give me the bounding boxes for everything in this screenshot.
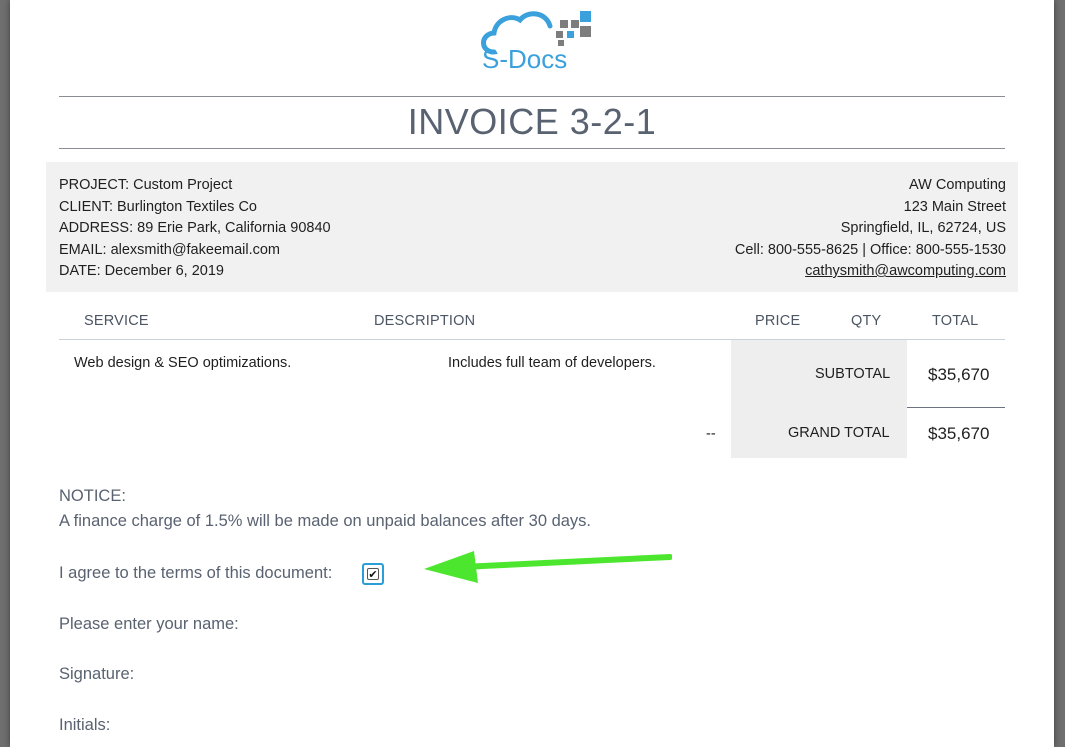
project-details [59, 175, 331, 283]
client-line: CLIENT: Burlington Textiles Co [59, 198, 257, 215]
company-city: Springfield, IL, 62724, US [840, 220, 1006, 236]
row-service: Web design & SEO optimizations. [74, 355, 292, 371]
header-service: SERVICE [84, 313, 149, 329]
title-top-rule [59, 96, 1005, 97]
company-email-link[interactable]: cathysmith@awcomputing.com [805, 263, 1006, 279]
agree-label: I agree to the terms of this document: [59, 564, 333, 582]
invoice-title: INVOICE 3-2-1 [407, 101, 657, 142]
subtotal-label: SUBTOTAL [815, 366, 891, 382]
email-line: EMAIL: alexsmith@fakeemail.com [59, 241, 281, 258]
logo-text: S-Docs [482, 44, 568, 72]
initials-label: Initials: [59, 716, 111, 734]
header-description: DESCRIPTION [374, 313, 476, 329]
header-price: PRICE [755, 313, 801, 329]
totals-divider [907, 407, 1005, 408]
signature-label: Signature: [59, 665, 135, 683]
name-label: Please enter your name: [59, 615, 239, 633]
agree-checkbox[interactable] [362, 563, 384, 585]
company-phones: Cell: 800-555-8625 | Office: 800-555-1530 [734, 241, 1006, 258]
row-description: Includes full team of developers. [448, 355, 656, 371]
subtotal-value: $35,670 [928, 365, 990, 384]
notice-heading: NOTICE: [59, 487, 126, 505]
document-page [10, 0, 1054, 747]
notice-text: A finance charge of 1.5% will be made on unpaid balances after 30 days. [59, 512, 592, 530]
date-line: DATE: December 6, 2019 [59, 263, 224, 279]
company-details [735, 175, 1006, 283]
header-total: TOTAL [932, 313, 979, 329]
header-qty: QTY [851, 313, 882, 329]
s-docs-logo [474, 6, 604, 72]
checkmark-icon: ✔ [368, 569, 378, 581]
invoice-info-panel [46, 162, 1018, 292]
row-dash: -- [706, 426, 716, 442]
company-name: AW Computing [909, 177, 1006, 193]
project-line: PROJECT: Custom Project [59, 177, 233, 193]
title-bottom-rule [59, 148, 1005, 149]
green-arrow-annotation [422, 543, 672, 588]
grand-total-value: $35,670 [928, 424, 990, 443]
company-street: 123 Main Street [903, 198, 1006, 215]
address-line: ADDRESS: 89 Erie Park, California 90840 [59, 220, 331, 236]
grand-total-label: GRAND TOTAL [788, 425, 890, 441]
